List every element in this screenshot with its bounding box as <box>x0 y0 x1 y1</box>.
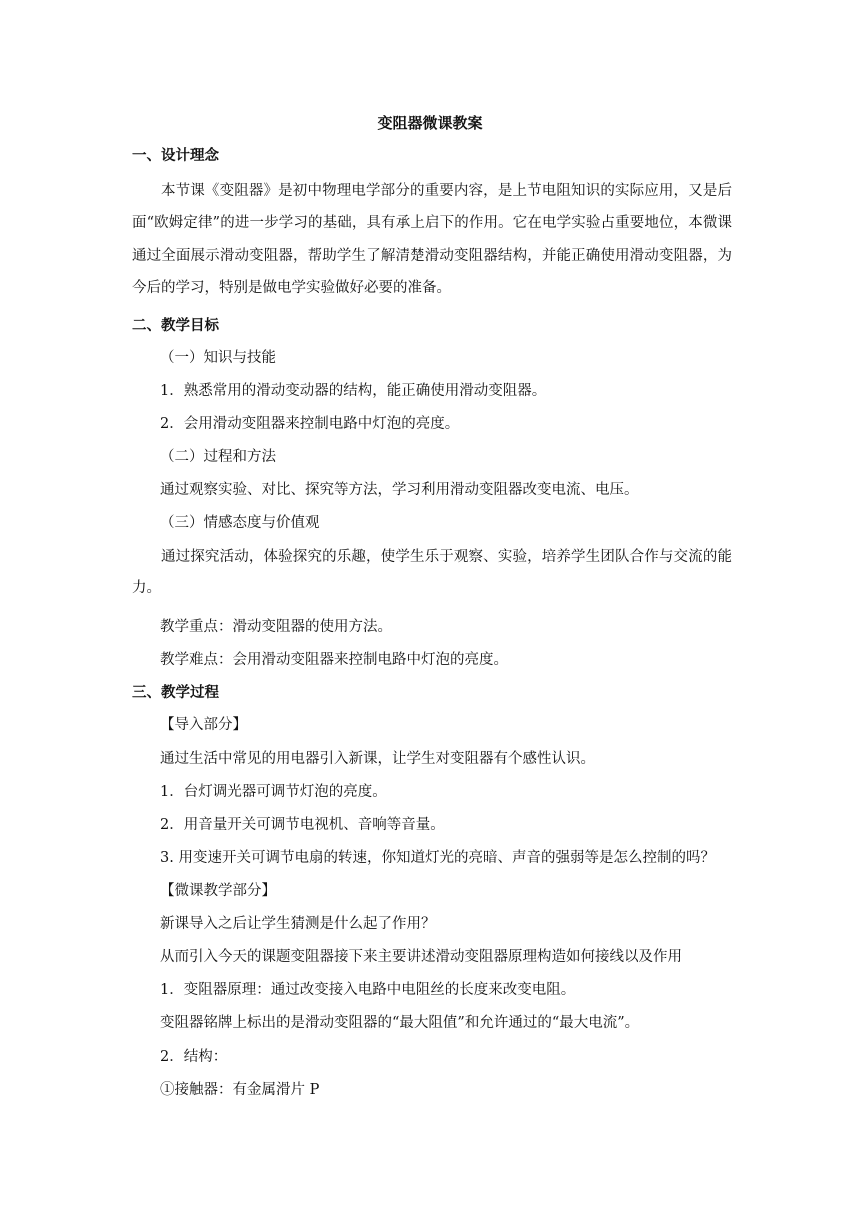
intro-item: 1．台灯调光器可调节灯泡的亮度。 <box>160 784 387 800</box>
micro-text: 从而引入今天的课题变阻器接下来主要讲述滑动变阻器原理构造如何接线以及作用 <box>160 949 682 965</box>
key-point: 教学重点：滑动变阻器的使用方法。 <box>160 619 392 635</box>
goal-heading-attitude: （三）情感态度与价值观 <box>160 515 320 531</box>
intro-heading: 【导入部分】 <box>160 717 247 733</box>
goal-item: 2．会用滑动变阻器来控制电路中灯泡的亮度。 <box>160 416 460 432</box>
design-paragraph: 本节课《变阻器》是初中物理电学部分的重要内容，是上节电阻知识的实际应用，又是后面“欧姆定律”的进一步学习的基础，具有承上启下的作用。它在电学实验占重要地位，本微课通过全面展示滑动变阻器，帮助学生了解清楚滑动变阻器结构，并能正确使用滑动变阻器，为今后的学习，特别是做电学实验做好必要的准备。 <box>132 183 732 296</box>
attitude-paragraph: 通过探究活动，体验探究的乐趣，使学生乐于观察、实验，培养学生团队合作与交流的能力。 <box>132 549 732 596</box>
micro-text: 新课导入之后让学生猜测是什么起了作用？ <box>160 916 436 932</box>
goal-text: 通过观察实验、对比、探究等方法，学习利用滑动变阻器改变电流、电压。 <box>160 482 639 498</box>
section-heading-process: 三、教学过程 <box>132 684 219 701</box>
micro-item: 1．变阻器原理：通过改变接入电路中电阻丝的长度来改变电阻。 <box>160 982 576 998</box>
micro-item: 2．结构： <box>160 1049 228 1065</box>
micro-heading: 【微课教学部分】 <box>160 883 276 899</box>
section-heading-goals: 二、教学目标 <box>132 317 219 334</box>
document-title: 变阻器微课教案 <box>377 114 483 132</box>
difficult-point: 教学难点：会用滑动变阻器来控制电路中灯泡的亮度。 <box>160 652 508 668</box>
goal-heading-knowledge: （一）知识与技能 <box>160 350 276 366</box>
section-heading-design: 一、设计理念 <box>132 147 219 164</box>
goal-item: 1．熟悉常用的滑动变动器的结构，能正确使用滑动变阻器。 <box>160 383 547 399</box>
intro-item: 2．用音量开关可调节电视机、音响等音量。 <box>160 817 445 833</box>
micro-item: ①接触器：有金属滑片 P <box>160 1082 320 1098</box>
micro-text: 变阻器铭牌上标出的是滑动变阻器的“最大阻值”和允许通过的“最大电流”。 <box>160 1015 640 1031</box>
intro-item: 3. 用变速开关可调节电扇的转速，你知道灯光的亮暗、声音的强弱等是怎么控制的吗？ <box>160 850 715 866</box>
intro-text: 通过生活中常见的用电器引入新课，让学生对变阻器有个感性认识。 <box>160 751 595 767</box>
goal-heading-process: （二）过程和方法 <box>160 449 276 465</box>
